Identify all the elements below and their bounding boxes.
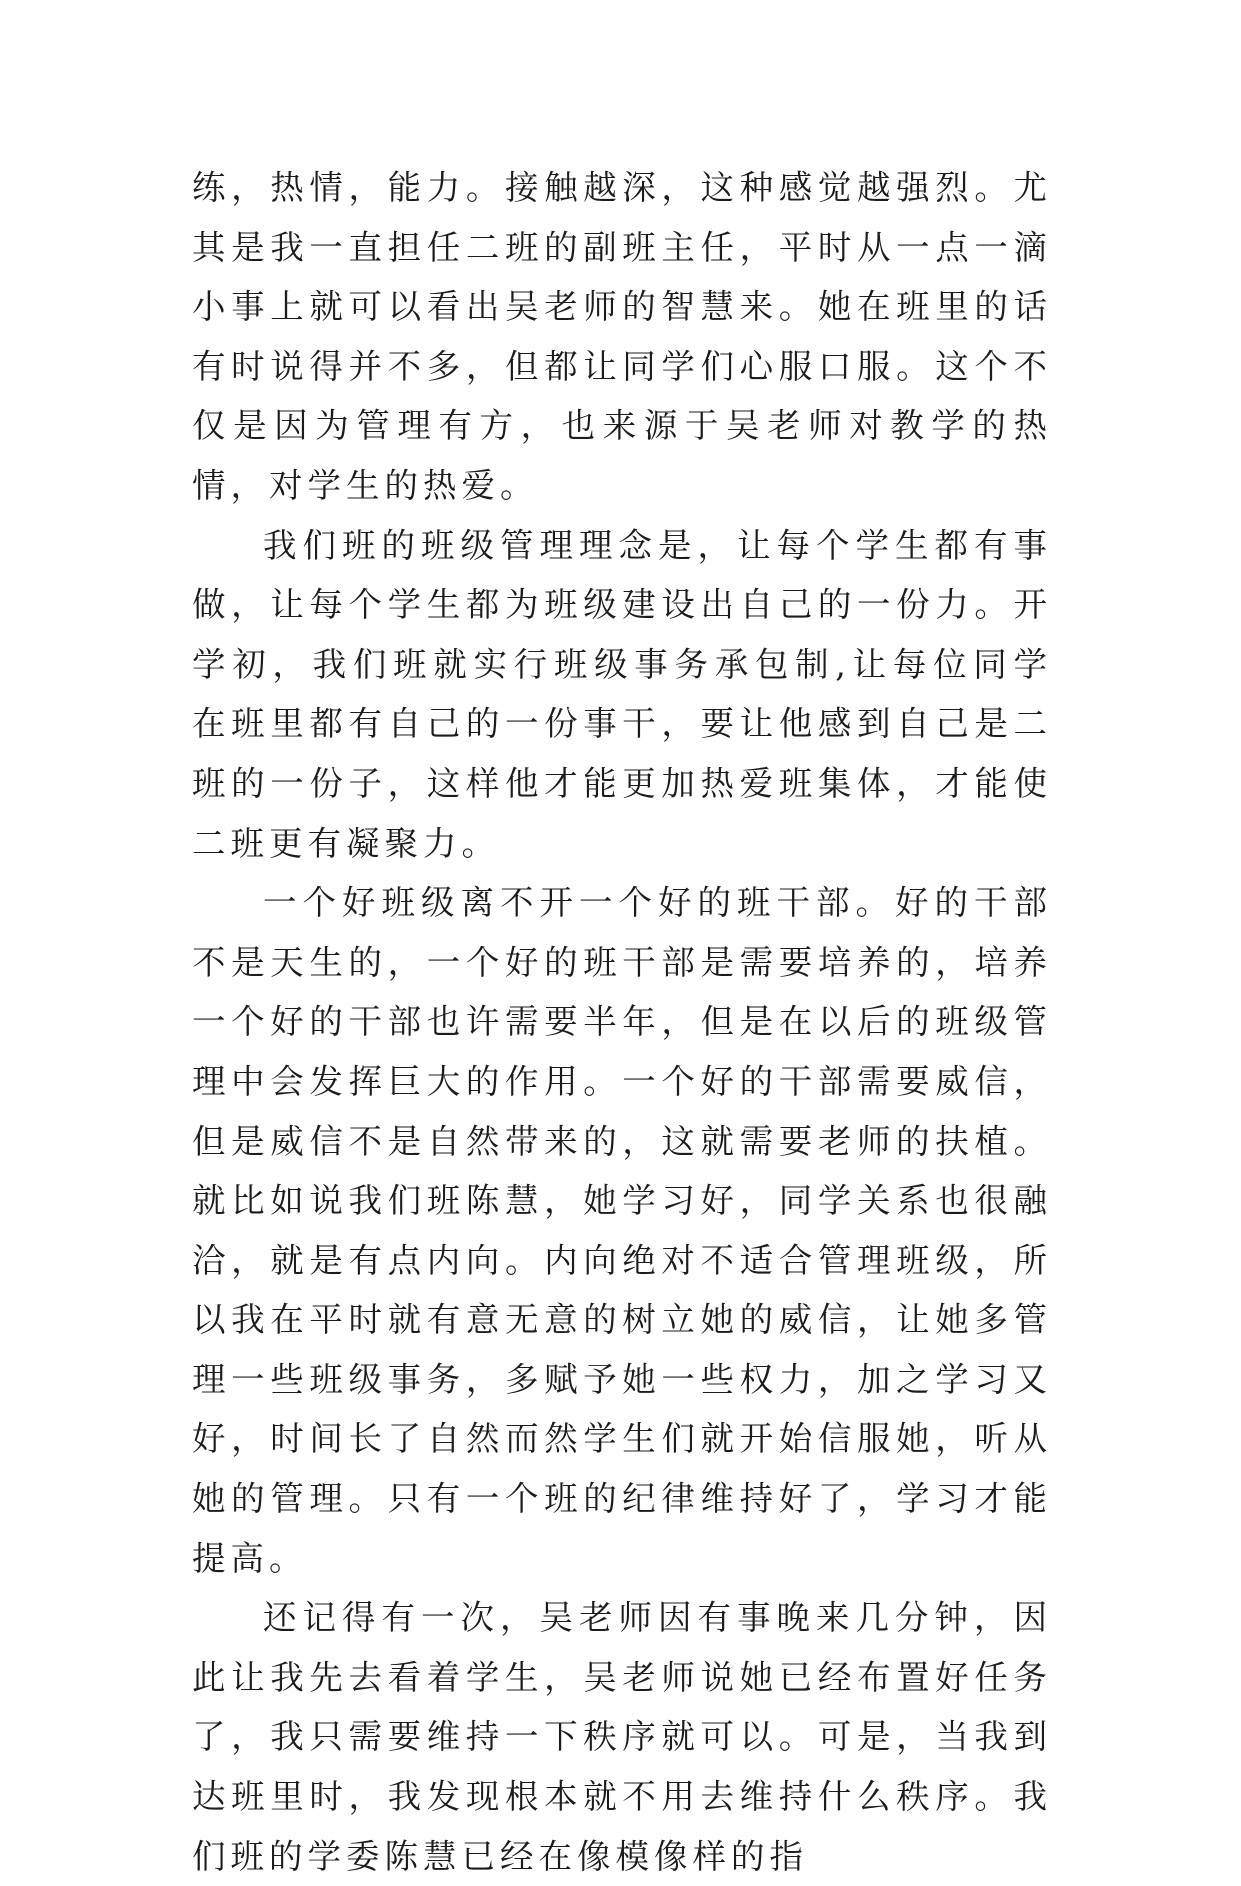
paragraph: 一个好班级离不开一个好的班干部。好的干部不是天生的，一个好的班干部是需要培养的，培养一个好的干部也许需要半年，但是在以后的班级管理中会发挥巨大的作用。一个好的干部需要威信，但是威信不是自然带来的，这就需要老师的扶植。就比如说我们班陈慧，她学习好，同学关系也很融洽，就是有点内向。内向绝对不适合管理班级，所以我在平时就有意无意的树立她的威信，让她多管理一些班级事务，多赋予她一些权力，加之学习又好，时间长了自然而然学生们就开始信服她，听从她的管理。只有一个班的纪律维持好了，学习才能提高。: [192, 883, 1052, 1578]
paragraph: 我们班的班级管理理念是，让每个学生都有事做，让每个学生都为班级建设出自己的一份力。开学初，我们班就实行班级事务承包制,让每位同学在班里都有自己的一份事干，要让他感到自己是二班的一份子，这样他才能更加热爱班集体，才能使二班更有凝聚力。: [192, 525, 1052, 863]
paragraph: 练，热情，能力。接触越深，这种感觉越强烈。尤其是我一直担任二班的副班主任，平时从一点一滴小事上就可以看出吴老师的智慧来。她在班里的话有时说得并不多，但都让同学们心服口服。这个不仅是因为管理有方，也来源于吴老师对教学的热情，对学生的热爱。: [192, 168, 1052, 505]
paragraph: 还记得有一次，吴老师因有事晚来几分钟，因此让我先去看着学生，吴老师说她已经布置好任务了，我只需要维持一下秩序就可以。可是，当我到达班里时，我发现根本就不用去维持什么秩序。我们班的学委陈慧已经在像模像样的指: [192, 1598, 1052, 1876]
document-body: [192, 158, 1052, 1886]
